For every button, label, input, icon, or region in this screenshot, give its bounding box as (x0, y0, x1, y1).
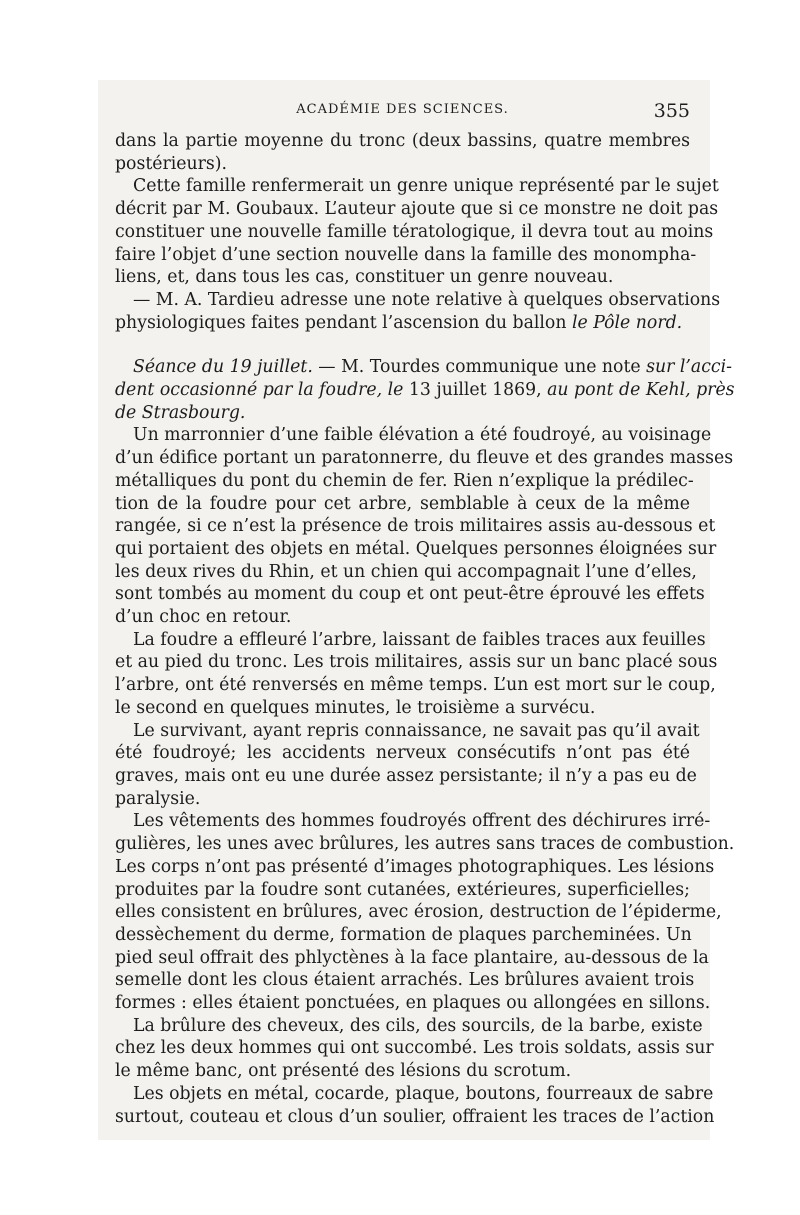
text-line: gulières, les unes avec brûlures, les autres sans traces de combustion. (115, 834, 735, 855)
text-line: le même banc, ont présenté des lésions du scrotum. (115, 1061, 572, 1082)
text-line: dessèchement du derme, formation de plaques parcheminées. Un (115, 924, 692, 945)
text-line (115, 402, 690, 425)
text-run-italic: de Strasbourg. (115, 402, 246, 423)
text-line: et au pied du tronc. Les trois militaires, assis sur un banc placé sous (115, 652, 718, 673)
text-line: constituer une nouvelle famille tératologique, il devra tout au moins (115, 221, 714, 242)
text-line: qui portaient des objets en métal. Quelques personnes éloignées sur (115, 538, 717, 559)
text-line: métalliques du pont du chemin de fer. Rien n’explique la prédilec- (115, 470, 694, 491)
text-line: pied seul offrait des phlyctènes à la face plantaire, au-dessous de la (115, 947, 709, 968)
text-line: paralysie. (115, 788, 201, 809)
text-run: 13 juillet 1869, (408, 380, 542, 401)
text-line: liens, et, dans tous les cas, constituer un genre nouveau. (115, 267, 614, 288)
text-line: — M. A. Tardieu adresse une note relative à quelques observations (133, 289, 721, 310)
text-line: été foudroyé; les accidents nerveux consécutifs n’ont pas été (115, 743, 690, 764)
text-line: faire l’objet d’une section nouvelle dans la famille des monompha- (115, 244, 697, 265)
text-line: formes : elles étaient ponctuées, en plaques ou allongées en sillons. (115, 993, 711, 1014)
text-line: dans la partie moyenne du tronc (deux bassins, quatre membres (115, 131, 690, 151)
text-line: elles consistent en brûlures, avec érosion, destruction de l’épiderme, (115, 902, 722, 923)
text-line: Les objets en métal, cocarde, plaque, boutons, fourreaux de sabre (133, 1083, 714, 1104)
text-line: le second en quelques minutes, le troisième a survécu. (115, 697, 596, 718)
text-line: décrit par M. Goubaux. L’auteur ajoute que si ce monstre ne doit pas (115, 199, 719, 220)
section-gap (115, 334, 690, 356)
text-line (115, 312, 690, 335)
text-line: Les vêtements des hommes foudroyés offrent des déchirures irré- (133, 811, 711, 832)
text-line: d’un choc en retour. (115, 607, 292, 628)
text-run: — M. Tourdes communique une note (312, 357, 647, 378)
text-line (115, 356, 732, 379)
text-line: tion de la foudre pour cet arbre, semblable à ceux de la même (115, 493, 690, 514)
text-line: l’arbre, ont été renversés en même temps. L’un est mort sur le coup, (115, 675, 716, 696)
text-line: Les corps n’ont pas présenté d’images photographiques. Les lésions (115, 856, 715, 877)
text-line: produites par la foudre sont cutanées, extérieures, superficielles; (115, 879, 690, 900)
running-title: ACADÉMIE DES SCIENCES. (296, 102, 509, 117)
text-run: physiologiques faites pendant l’ascension du ballon (115, 312, 572, 333)
text-run-italic: au pont de Kehl, près (547, 380, 735, 401)
balloon-name: le Pôle nord. (571, 312, 683, 333)
text-line: chez les deux hommes qui ont succombé. Les trois soldats, assis sur (115, 1038, 714, 1059)
page-header (115, 100, 690, 126)
text-line: La foudre a effleuré l’arbre, laissant de faibles traces aux feuilles (133, 629, 706, 650)
text-line: La brûlure des cheveux, des cils, des sourcils, de la barbe, existe (133, 1015, 703, 1036)
page-body (115, 130, 735, 1128)
text-line: semelle dont les clous étaient arrachés. Les brûlures avaient trois (115, 970, 695, 991)
text-line: surtout, couteau et clous d’un soulier, offraient les traces de l’action (115, 1106, 715, 1127)
text-line: postérieurs). (115, 153, 228, 174)
text-run-italic: sur l’acci- (646, 357, 732, 378)
text-line: graves, mais ont eu une durée assez persistante; il n’y a pas eu de (115, 765, 697, 786)
seance-label: Séance du (133, 357, 225, 378)
text-line: sont tombés au moment du coup et ont peut-être éprouvé les effets (115, 584, 705, 605)
text-line: d’un édifice portant un paratonnerre, du fleuve et des grandes masses (115, 448, 734, 469)
text-line: Cette famille renfermerait un genre unique représenté par le sujet (133, 176, 719, 197)
text-line: les deux rives du Rhin, et un chien qui accompagnait l’une d’elles, (115, 561, 697, 582)
text-run-italic: dent occasionné par la foudre, le (115, 380, 404, 401)
text-line: Un marronnier d’une faible élévation a été foudroyé, au voisinage (133, 425, 712, 446)
seance-date: 19 juillet. (229, 357, 313, 378)
text-line: Le survivant, ayant repris connaissance, ne savait pas qu’il avait (133, 720, 700, 741)
text-line: rangée, si ce n’est la présence de trois militaires assis au-dessous et (115, 516, 716, 537)
text-line (115, 379, 735, 402)
page-number: 355 (653, 100, 690, 122)
